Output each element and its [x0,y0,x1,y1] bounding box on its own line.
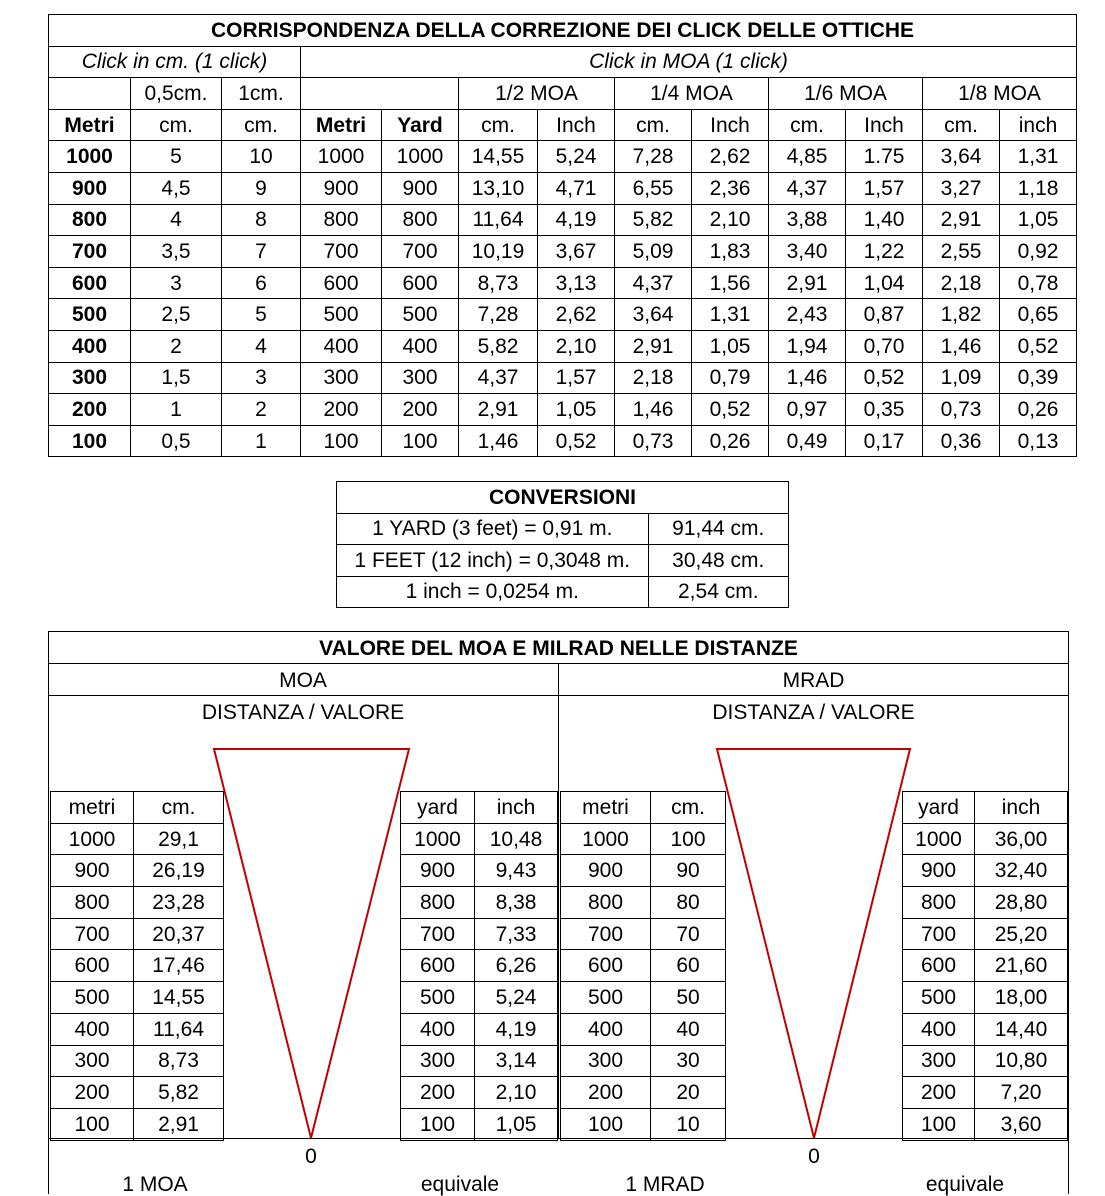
column-header: Inch [538,109,615,141]
table-cell: 1,46 [923,330,1000,362]
table-cell: 70 [651,918,726,950]
table-cell: 4,37 [459,362,538,394]
mrad-cone-triangle [717,749,910,1138]
table-cell: 2,62 [538,299,615,331]
eighth-moa-header: 1/8 MOA [923,78,1077,110]
table-cell: 3,64 [923,141,1000,173]
table-cell: 100 [651,823,726,855]
table-cell: 600 [903,950,975,982]
table-cell: 700 [382,236,459,268]
table-cell: 7,28 [459,299,538,331]
table-cell: 1,57 [846,172,923,204]
table-cell: 8,38 [475,887,558,919]
table-cell: 3,40 [769,236,846,268]
table-cell: 400 [382,330,459,362]
table-cell: 2,43 [769,299,846,331]
table-cell: 400 [49,330,131,362]
table-cell: 200 [51,1077,134,1109]
moa-label: MOA [279,669,327,692]
table-cell: 600 [301,267,382,299]
table-cell: 50 [651,982,726,1014]
table-cell: 300 [382,362,459,394]
table-cell: 700 [301,236,382,268]
sub-header-1cm: 1cm. [222,78,301,110]
table-cell: 40 [651,1013,726,1045]
table-cell: 500 [401,982,475,1014]
table-cell: 2,91 [769,267,846,299]
table-cell: 1.75 [846,141,923,173]
table-cell: 4,37 [769,172,846,204]
table-cell: 2 [222,394,301,426]
table-cell: 100 [561,1108,651,1140]
table-cell: 400 [301,330,382,362]
table-cell: 3,88 [769,204,846,236]
table-cell: 6,26 [475,950,558,982]
table-cell: 400 [561,1013,651,1045]
mrad-label: MRAD [782,669,845,692]
table-cell: 200 [401,1077,475,1109]
table-cell: 4,19 [538,204,615,236]
table-cell: 2,62 [692,141,769,173]
table-cell: 0,73 [615,425,692,457]
table-cell: 32,40 [975,855,1068,887]
table-cell: 14,55 [459,141,538,173]
table-cell: 800 [401,887,475,919]
table-cell: 100 [301,425,382,457]
table-cell: 0,26 [692,425,769,457]
table-cell: 4,71 [538,172,615,204]
table-cell: 5,24 [538,141,615,173]
column-header: cm. [131,109,222,141]
conversion-label: 1 YARD (3 feet) = 0,91 m. [337,513,649,545]
table-cell: 500 [301,299,382,331]
column-header: cm. [651,792,726,824]
column-header: inch [975,792,1068,824]
table-cell: 2,10 [692,204,769,236]
table-cell: 1,46 [459,425,538,457]
column-header: Inch [846,109,923,141]
table-cell: 30 [651,1045,726,1077]
table-cell: 2,36 [692,172,769,204]
table-cell: 3,60 [975,1108,1068,1140]
table-cell: 36,00 [975,823,1068,855]
table-cell: 200 [903,1077,975,1109]
moa-cone-triangle [214,749,409,1138]
table-cell: 5,82 [615,204,692,236]
table-cell: 5,24 [475,982,558,1014]
table-cell: 1000 [401,823,475,855]
quarter-moa-header: 1/4 MOA [615,78,769,110]
table-cell: 700 [51,918,134,950]
table-cell: 8,73 [459,267,538,299]
table-cell: 1000 [301,141,382,173]
table-cell: 20,37 [134,918,224,950]
column-header: Metri [301,109,382,141]
table-cell: 800 [903,887,975,919]
column-header: metri [561,792,651,824]
table-cell: 4,85 [769,141,846,173]
table-cell: 2,18 [615,362,692,394]
table-cell: 0,52 [538,425,615,457]
table-cell: 0,92 [1000,236,1077,268]
table-cell: 0,36 [923,425,1000,457]
moa-group-header: Click in MOA (1 click) [301,46,1077,78]
table-cell: 300 [561,1045,651,1077]
column-header: cm. [459,109,538,141]
table-cell: 0,39 [1000,362,1077,394]
table-cell: 1,46 [615,394,692,426]
table-cell: 200 [561,1077,651,1109]
table-cell: 0,78 [1000,267,1077,299]
table-cell: 700 [561,918,651,950]
table-cell: 5,82 [134,1077,224,1109]
column-header: cm. [222,109,301,141]
table-cell: 1,05 [538,394,615,426]
table-cell: 0,65 [1000,299,1077,331]
table-cell: 8,73 [134,1045,224,1077]
table-cell: 1000 [561,823,651,855]
mrad-zero-label: 0 [808,1145,820,1168]
table-cell: 1,46 [769,362,846,394]
table-cell: 8 [222,204,301,236]
sixth-moa-header: 1/6 MOA [769,78,923,110]
table-cell: 80 [651,887,726,919]
table-cell: 14,55 [134,982,224,1014]
table-cell: 1,31 [692,299,769,331]
table-cell: 1,04 [846,267,923,299]
table-cell: 17,46 [134,950,224,982]
table-cell: 1,22 [846,236,923,268]
table-cell: 800 [561,887,651,919]
table-cell: 500 [49,299,131,331]
table-cell: 200 [382,394,459,426]
moa-mrad-title: VALORE DEL MOA E MILRAD NELLE DISTANZE [319,637,798,660]
table-cell: 2,91 [459,394,538,426]
table-cell: 20 [651,1077,726,1109]
mrad-footer-left: 1 MRAD [625,1173,705,1196]
table-cell: 0,97 [769,394,846,426]
table-cell: 1,82 [923,299,1000,331]
table-cell: 3,67 [538,236,615,268]
table-cell: 2 [131,330,222,362]
table-cell: 3,14 [475,1045,558,1077]
mrad-distance-label: DISTANZA / VALORE [712,701,915,724]
table-cell: 1 [222,425,301,457]
conversion-value: 30,48 cm. [648,545,788,577]
table-cell: 2,10 [475,1077,558,1109]
table-cell: 300 [301,362,382,394]
mrad-footer-right: equivale [925,1173,1005,1196]
table-cell: 0,13 [1000,425,1077,457]
column-header: Inch [692,109,769,141]
table-cell: 500 [561,982,651,1014]
table-cell: 25,20 [975,918,1068,950]
table-cell: 100 [401,1108,475,1140]
table-cell: 100 [51,1108,134,1140]
table-cell: 0,52 [1000,330,1077,362]
table-cell: 11,64 [459,204,538,236]
table-cell: 28,80 [975,887,1068,919]
table-cell: 10 [222,141,301,173]
table-cell: 3,27 [923,172,1000,204]
sub-header-05cm: 0,5cm. [131,78,222,110]
table-cell: 1000 [49,141,131,173]
table-cell: 700 [49,236,131,268]
table-cell: 3 [222,362,301,394]
table-cell: 60 [651,950,726,982]
table-cell: 7,20 [975,1077,1068,1109]
table-cell: 900 [903,855,975,887]
table-cell: 0,49 [769,425,846,457]
table-cell: 700 [903,918,975,950]
cm-group-header: Click in cm. (1 click) [49,46,301,78]
table-cell: 10,19 [459,236,538,268]
table-cell: 900 [51,855,134,887]
table-cell: 400 [903,1013,975,1045]
conversion-value: 91,44 cm. [648,513,788,545]
table-cell: 800 [301,204,382,236]
table-cell: 0,73 [923,394,1000,426]
table-cell: 1,31 [1000,141,1077,173]
table-cell: 900 [49,172,131,204]
table-cell: 1,83 [692,236,769,268]
conversions-title: CONVERSIONI [337,482,789,514]
table-cell: 7 [222,236,301,268]
table-cell: 10,80 [975,1045,1068,1077]
column-header: inch [475,792,558,824]
column-header: cm. [923,109,1000,141]
table-cell: 0,52 [846,362,923,394]
table-cell: 4 [222,330,301,362]
table-cell: 400 [401,1013,475,1045]
half-moa-header: 1/2 MOA [459,78,615,110]
moa-zero-label: 0 [305,1145,317,1168]
table-cell: 18,00 [975,982,1068,1014]
table-cell: 21,60 [975,950,1068,982]
table-cell: 600 [51,950,134,982]
table-cell: 300 [51,1045,134,1077]
table-cell: 900 [401,855,475,887]
table-cell: 10,48 [475,823,558,855]
table-cell: 600 [49,267,131,299]
table-cell: 5,82 [459,330,538,362]
table-cell: 900 [301,172,382,204]
table-cell: 500 [382,299,459,331]
column-header: cm. [615,109,692,141]
table-cell: 90 [651,855,726,887]
table-cell: 0,35 [846,394,923,426]
table-cell: 0,52 [692,394,769,426]
table-cell: 9,43 [475,855,558,887]
table-cell: 2,91 [923,204,1000,236]
table-cell: 1,05 [475,1108,558,1140]
table-cell: 600 [561,950,651,982]
table-cell: 2,10 [538,330,615,362]
moa-footer-right: equivale [420,1173,500,1196]
table-cell: 3,13 [538,267,615,299]
table-cell: 5,09 [615,236,692,268]
table-cell: 600 [382,267,459,299]
column-header: metri [51,792,134,824]
conversion-label: 1 inch = 0,0254 m. [337,576,649,608]
table-cell: 100 [49,425,131,457]
table-cell: 9 [222,172,301,204]
table-cell: 6,55 [615,172,692,204]
table-cell: 300 [903,1045,975,1077]
table-cell: 800 [382,204,459,236]
table-cell: 4 [131,204,222,236]
conversion-value: 2,54 cm. [648,576,788,608]
table-cell: 23,28 [134,887,224,919]
table-cell: 100 [903,1108,975,1140]
table-cell: 200 [49,394,131,426]
table-cell: 26,19 [134,855,224,887]
table-cell: 5 [131,141,222,173]
table-cell: 1,94 [769,330,846,362]
table-cell: 3,64 [615,299,692,331]
column-header: cm. [134,792,224,824]
click-table-title: CORRISPONDENZA DELLA CORREZIONE DEI CLICK DELLE OTTICHE [49,15,1077,47]
table-cell: 200 [301,394,382,426]
table-cell: 1,57 [538,362,615,394]
table-cell: 3,5 [131,236,222,268]
table-cell: 900 [561,855,651,887]
table-cell: 2,91 [615,330,692,362]
column-header: Yard [382,109,459,141]
table-cell: 1,05 [1000,204,1077,236]
table-cell: 300 [49,362,131,394]
table-cell: 1000 [382,141,459,173]
table-cell: 800 [49,204,131,236]
table-cell: 11,64 [134,1013,224,1045]
conversion-label: 1 FEET (12 inch) = 0,3048 m. [337,545,649,577]
table-cell: 700 [401,918,475,950]
moa-footer-left: 1 MOA [122,1173,188,1196]
table-cell: 0,5 [131,425,222,457]
table-cell: 300 [401,1045,475,1077]
table-cell: 0,17 [846,425,923,457]
table-cell: 6 [222,267,301,299]
table-cell: 1,40 [846,204,923,236]
table-cell: 4,19 [475,1013,558,1045]
table-cell: 0,79 [692,362,769,394]
column-header: yard [401,792,475,824]
table-cell: 1,18 [1000,172,1077,204]
table-cell: 400 [51,1013,134,1045]
table-cell: 900 [382,172,459,204]
table-cell: 1,56 [692,267,769,299]
table-cell: 2,5 [131,299,222,331]
table-cell: 100 [382,425,459,457]
table-cell: 500 [903,982,975,1014]
table-cell: 3 [131,267,222,299]
column-header: yard [903,792,975,824]
table-cell: 13,10 [459,172,538,204]
table-cell: 7,28 [615,141,692,173]
table-cell: 800 [51,887,134,919]
table-cell: 4,37 [615,267,692,299]
column-header: inch [1000,109,1077,141]
table-cell: 0,87 [846,299,923,331]
table-cell: 1000 [51,823,134,855]
table-cell: 2,55 [923,236,1000,268]
table-cell: 5 [222,299,301,331]
table-cell: 10 [651,1108,726,1140]
table-cell: 4,5 [131,172,222,204]
table-cell: 500 [51,982,134,1014]
table-cell: 14,40 [975,1013,1068,1045]
table-cell: 1,5 [131,362,222,394]
table-cell: 2,91 [134,1108,224,1140]
column-header: cm. [769,109,846,141]
table-cell: 1000 [903,823,975,855]
moa-distance-label: DISTANZA / VALORE [201,701,405,724]
table-cell: 29,1 [134,823,224,855]
table-cell: 600 [401,950,475,982]
table-cell: 0,26 [1000,394,1077,426]
table-cell: 7,33 [475,918,558,950]
table-cell: 1,05 [692,330,769,362]
table-cell: 1 [131,394,222,426]
table-cell: 2,18 [923,267,1000,299]
table-cell: 0,70 [846,330,923,362]
column-header: Metri [49,109,131,141]
table-cell: 1,09 [923,362,1000,394]
